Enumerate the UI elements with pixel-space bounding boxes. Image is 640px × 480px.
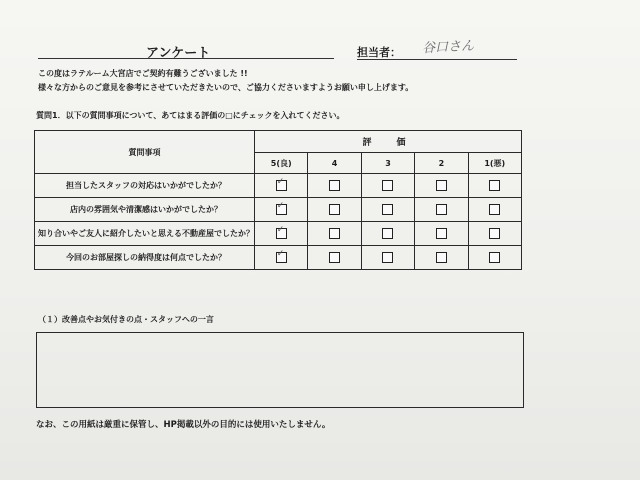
scale-4-header: 4 [308,153,361,174]
checkbox[interactable] [382,180,393,191]
checkbox[interactable] [329,252,340,263]
question-text: 知り合いやご友人に紹介したいと思える不動産屋でしたか？ [35,222,255,246]
checkbox[interactable] [489,252,500,263]
question-text: 店内の雰囲気や清潔感はいかがでしたか？ [35,198,255,222]
checkbox[interactable] [329,204,340,215]
checkbox[interactable] [276,252,287,263]
intro-line-1: この度はラテルーム大宮店でご契約有難うございました !! [38,69,248,78]
header-eval-cell: 評 価 [255,131,522,153]
scale-2-header: 2 [415,153,468,174]
checkbox[interactable] [436,180,447,191]
checkbox[interactable] [436,228,447,239]
header-question-cell: 質問事項 [35,131,255,174]
checkbox[interactable] [382,204,393,215]
checkbox[interactable] [276,180,287,191]
checkbox[interactable] [276,204,287,215]
checkbox[interactable] [382,228,393,239]
checkbox[interactable] [329,180,340,191]
checkbox[interactable] [489,180,500,191]
comment-label: （１）改善点やお気付きの点・スタッフへの一言 [38,315,214,324]
page-title: アンケート [146,46,211,61]
checkbox[interactable] [436,252,447,263]
intro-line-2: 様々な方からのご意見を参考にさせていただきたいので、ご協力くださいますようお願い申し上げます。 [38,83,414,92]
question-1-label: 質問1．以下の質問事項について、あてはまる評価の□にチェックを入れてください。 [36,111,345,120]
footer-note: なお、この用紙は厳重に保管し、HP掲載以外の目的には使用いたしません。 [36,420,331,430]
question-text: 今回のお部屋探しの納得度は何点でしたか？ [35,246,255,270]
checkbox[interactable] [276,228,287,239]
evaluation-table [34,130,522,270]
checkbox[interactable] [436,204,447,215]
table-row [35,174,522,198]
staff-label: 担当者： [357,46,401,59]
checkbox[interactable] [329,228,340,239]
checkbox[interactable] [382,252,393,263]
table-row [35,246,522,270]
table-row [35,198,522,222]
scale-5-header: 5(良) [255,153,308,174]
checkbox[interactable] [489,228,500,239]
table-row [35,222,522,246]
checkbox[interactable] [489,204,500,215]
staff-name-handwritten[interactable]: 谷口さん [421,38,475,57]
question-text: 担当したスタッフの対応はいかがでしたか？ [35,174,255,198]
scale-1-header: 1(悪) [468,153,521,174]
comment-box[interactable] [36,332,524,408]
staff-underline [357,59,517,60]
scale-3-header: 3 [361,153,414,174]
title-underline [38,58,334,59]
